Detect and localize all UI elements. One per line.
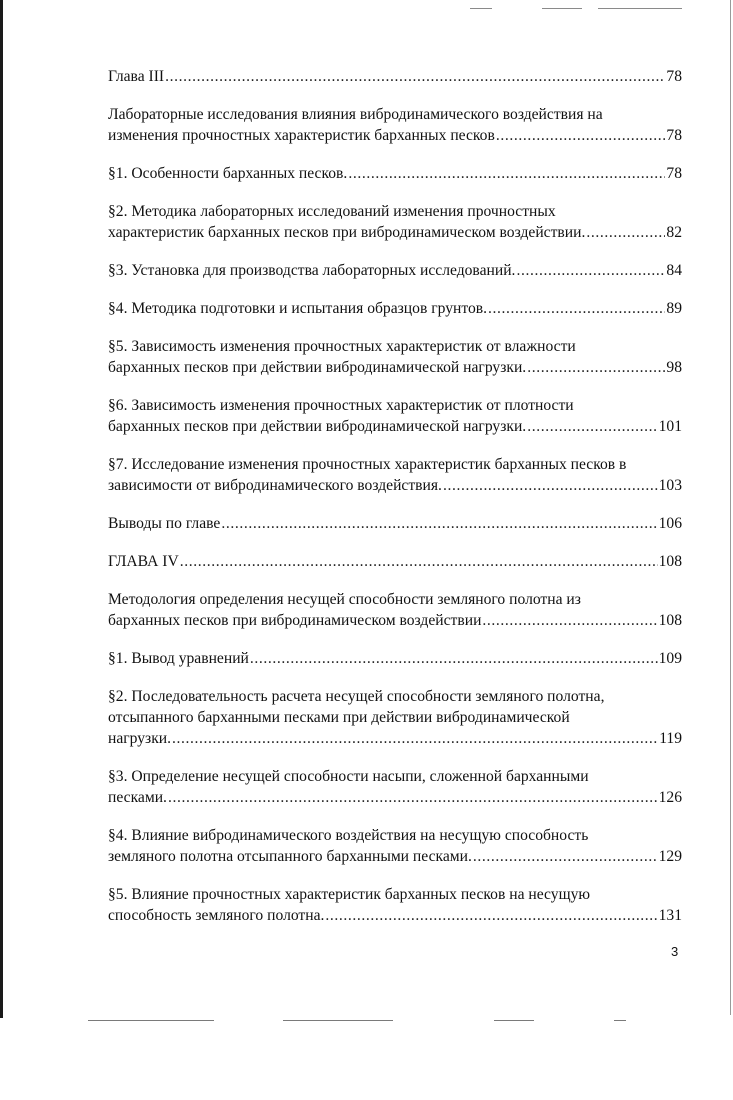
toc-entry-page-number: 78 (666, 127, 682, 144)
toc-entry-page-number: 129 (658, 848, 682, 865)
toc-entry-last-line (108, 728, 682, 749)
toc-entry-text-line: Методология определения несущей способности земляного полотна из (108, 591, 581, 608)
toc-entry-text-line: Лабораторные исследования влияния вибродинамического воздействия на (108, 106, 603, 123)
toc-entry-page-number: 131 (658, 907, 682, 924)
toc-entry-last-line (108, 416, 682, 437)
dot-leader (516, 260, 665, 281)
toc-entry-text-line: ГЛАВА IV (108, 553, 179, 570)
toc-entry-page-number: 103 (658, 477, 682, 494)
table-of-contents (108, 66, 682, 943)
toc-entry[interactable] (108, 686, 682, 749)
toc-entry-page-number: 78 (666, 68, 682, 85)
toc-entry-page-number: 119 (659, 730, 682, 747)
page-number: 3 (671, 944, 679, 959)
dot-leader (172, 728, 658, 749)
toc-entry-last-line (108, 846, 682, 867)
dot-leader (527, 416, 657, 437)
scan-right-edge (730, 0, 731, 1015)
toc-entry-page-number: 109 (658, 650, 682, 667)
scan-bottom-rule (283, 1020, 393, 1021)
toc-entry-text-line: §1. Особенности барханных песков. (108, 165, 348, 182)
dot-leader (443, 475, 658, 496)
toc-entry-page-number: 82 (666, 224, 682, 241)
toc-entry-page-number: 126 (658, 789, 682, 806)
toc-entry[interactable] (108, 201, 682, 243)
scan-bottom-rule (88, 1020, 214, 1021)
toc-entry-last-line (108, 475, 682, 496)
toc-entry[interactable] (108, 825, 682, 867)
toc-entry-text-line: характеристик барханных песков при вибродинамическом воздействии. (108, 224, 586, 241)
toc-entry-text-line: §2. Методика лабораторных исследований изменения прочностных (108, 203, 556, 220)
dot-leader (165, 66, 665, 87)
toc-entry-text-line: §5. Влияние прочностных характеристик барханных песков на несущую (108, 886, 591, 903)
dot-leader (180, 551, 658, 572)
toc-entry-text-line: §3. Установка для производства лабораторных исследований. (108, 262, 516, 279)
toc-entry-last-line (108, 125, 682, 146)
toc-entry-last-line (108, 163, 682, 184)
toc-entry-text-line: §4. Методика подготовки и испытания образцов грунтов. (108, 300, 488, 317)
toc-entry-text-line: §3. Определение несущей способности насыпи, сложенной барханными (108, 768, 589, 785)
scan-bottom-rule (614, 1020, 626, 1021)
scan-top-rule (598, 8, 682, 9)
toc-entry-page-number: 78 (666, 165, 682, 182)
dot-leader (473, 846, 658, 867)
toc-entry-text-line: §1. Вывод уравнений (108, 650, 249, 667)
toc-entry-page-number: 84 (666, 262, 682, 279)
toc-entry-last-line (108, 648, 682, 669)
toc-entry-text-line: способность земляного полотна. (108, 907, 325, 924)
toc-entry-text-line: нагрузки. (108, 730, 172, 747)
toc-entry-page-number: 108 (658, 553, 682, 570)
toc-entry[interactable] (108, 551, 682, 572)
dot-leader (527, 357, 665, 378)
dot-leader (488, 298, 665, 319)
toc-entry-text-line: §7. Исследование изменения прочностных характеристик барханных песков в (108, 456, 627, 473)
toc-entry-text-line: песками. (108, 789, 167, 806)
toc-entry-text-line: зависимости от вибродинамического воздействия. (108, 477, 442, 494)
toc-entry[interactable] (108, 336, 682, 378)
toc-entry-text-line: §6. Зависимость изменения прочностных характеристик от плотности (108, 397, 574, 414)
toc-entry-last-line (108, 905, 682, 926)
dot-leader (348, 163, 665, 184)
toc-entry-last-line (108, 513, 682, 534)
toc-entry-text-line: §5. Зависимость изменения прочностных характеристик от влажности (108, 338, 576, 355)
toc-entry-text-line: земляного полотна отсыпанного барханными песками. (108, 848, 472, 865)
dot-leader (496, 125, 666, 146)
toc-entry[interactable] (108, 589, 682, 631)
toc-entry-last-line (108, 66, 682, 87)
toc-entry-text-line: §4. Влияние вибродинамического воздействия на несущую способность (108, 827, 589, 844)
toc-entry-text-line: изменения прочностных характеристик барханных песков (108, 127, 495, 144)
toc-entry-last-line (108, 298, 682, 319)
scan-top-rule (470, 8, 492, 9)
dot-leader (586, 222, 665, 243)
toc-entry-last-line (108, 610, 682, 631)
dot-leader (250, 648, 658, 669)
toc-entry-last-line (108, 787, 682, 808)
dot-leader (482, 610, 657, 631)
toc-entry-text-line: §2. Последовательность расчета несущей способности земляного полотна, (108, 688, 605, 705)
toc-entry[interactable] (108, 395, 682, 437)
toc-entry[interactable] (108, 884, 682, 926)
scan-left-edge (0, 0, 3, 1018)
toc-entry-page-number: 98 (666, 359, 682, 376)
toc-entry-text-line: барханных песков при действии вибродинамической нагрузки. (108, 418, 527, 435)
toc-entry-last-line (108, 551, 682, 572)
toc-entry[interactable] (108, 66, 682, 87)
toc-entry-text-line: Глава III (108, 68, 165, 85)
toc-entry[interactable] (108, 648, 682, 669)
toc-entry-text-line: барханных песков при вибродинамическом воздействии (108, 612, 482, 629)
toc-entry-page-number: 106 (658, 515, 682, 532)
toc-entry-page-number: 108 (658, 612, 682, 629)
toc-entry-text-line: барханных песков при действии вибродинамической нагрузки. (108, 359, 527, 376)
scan-top-rule (542, 8, 582, 9)
toc-entry-last-line (108, 357, 682, 378)
toc-entry-text-line: отсыпанного барханными песками при действии вибродинамической (108, 709, 570, 726)
toc-entry[interactable] (108, 766, 682, 808)
toc-entry-last-line (108, 260, 682, 281)
dot-leader (221, 513, 657, 534)
toc-entry-text-line: Выводы по главе (108, 515, 221, 532)
toc-entry[interactable] (108, 260, 682, 281)
toc-entry[interactable] (108, 454, 682, 496)
toc-entry[interactable] (108, 298, 682, 319)
toc-entry[interactable] (108, 513, 682, 534)
toc-entry-page-number: 101 (658, 418, 682, 435)
toc-entry-page-number: 89 (666, 300, 682, 317)
toc-entry[interactable] (108, 104, 682, 146)
dot-leader (325, 905, 657, 926)
toc-entry[interactable] (108, 163, 682, 184)
toc-entry-last-line (108, 222, 682, 243)
dot-leader (168, 787, 658, 808)
scan-bottom-rule (494, 1020, 534, 1021)
